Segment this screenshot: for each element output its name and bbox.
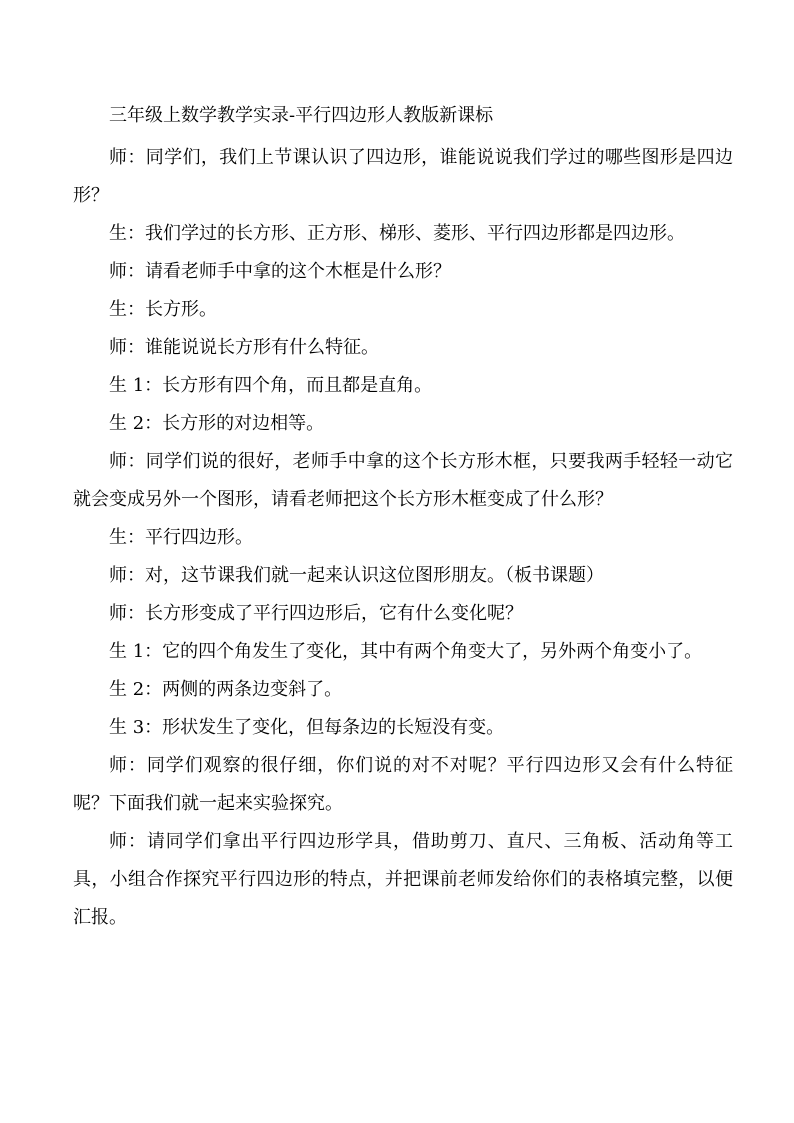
paragraph-6: 生 1：长方形有四个角，而且都是直角。	[109, 375, 433, 396]
paragraph-15: 师：同学们观察的很仔细，你们说的对不对呢？平行四边形又会有什么特征呢？下面我们就一起来实验探究。	[73, 755, 733, 814]
paragraph-14: 生 3：形状发生了变化，但每条边的长短没有变。	[109, 717, 505, 738]
document-title: 三年级上数学教学实录-平行四边形人教版新课标	[109, 105, 494, 126]
paragraph-12: 生 1：它的四个角发生了变化，其中有两个角变大了，另外两个角变小了。	[109, 641, 703, 662]
paragraph-13: 生 2：两侧的两条边变斜了。	[109, 679, 343, 700]
paragraph-7: 生 2：长方形的对边相等。	[109, 413, 325, 434]
paragraph-3: 师：请看老师手中拿的这个木框是什么形？	[109, 261, 451, 282]
paragraph-1: 师：同学们，我们上节课认识了四边形，谁能说说我们学过的哪些图形是四边形？	[73, 147, 733, 206]
paragraph-8: 师：同学们说的很好，老师手中拿的这个长方形木框，只要我两手轻轻一动它就会变成另外一个图形，请看老师把这个长方形木框变成了什么形？	[73, 451, 733, 510]
paragraph-5: 师：谁能说说长方形有什么特征。	[109, 337, 379, 358]
document-body	[73, 101, 733, 937]
paragraph-10: 师：对，这节课我们就一起来认识这位图形朋友。（板书课题）	[109, 565, 604, 586]
paragraph-4: 生：长方形。	[109, 299, 217, 320]
paragraph-2: 生：我们学过的长方形、正方形、梯形、菱形、平行四边形都是四边形。	[109, 223, 685, 244]
paragraph-11: 师：长方形变成了平行四边形后，它有什么变化呢？	[109, 603, 523, 624]
paragraph-9: 生：平行四边形。	[109, 527, 253, 548]
paragraph-16: 师：请同学们拿出平行四边形学具，借助剪刀、直尺、三角板、活动角等工具，小组合作探究平行四边形的特点，并把课前老师发给你们的表格填完整，以便汇报。	[73, 831, 733, 928]
